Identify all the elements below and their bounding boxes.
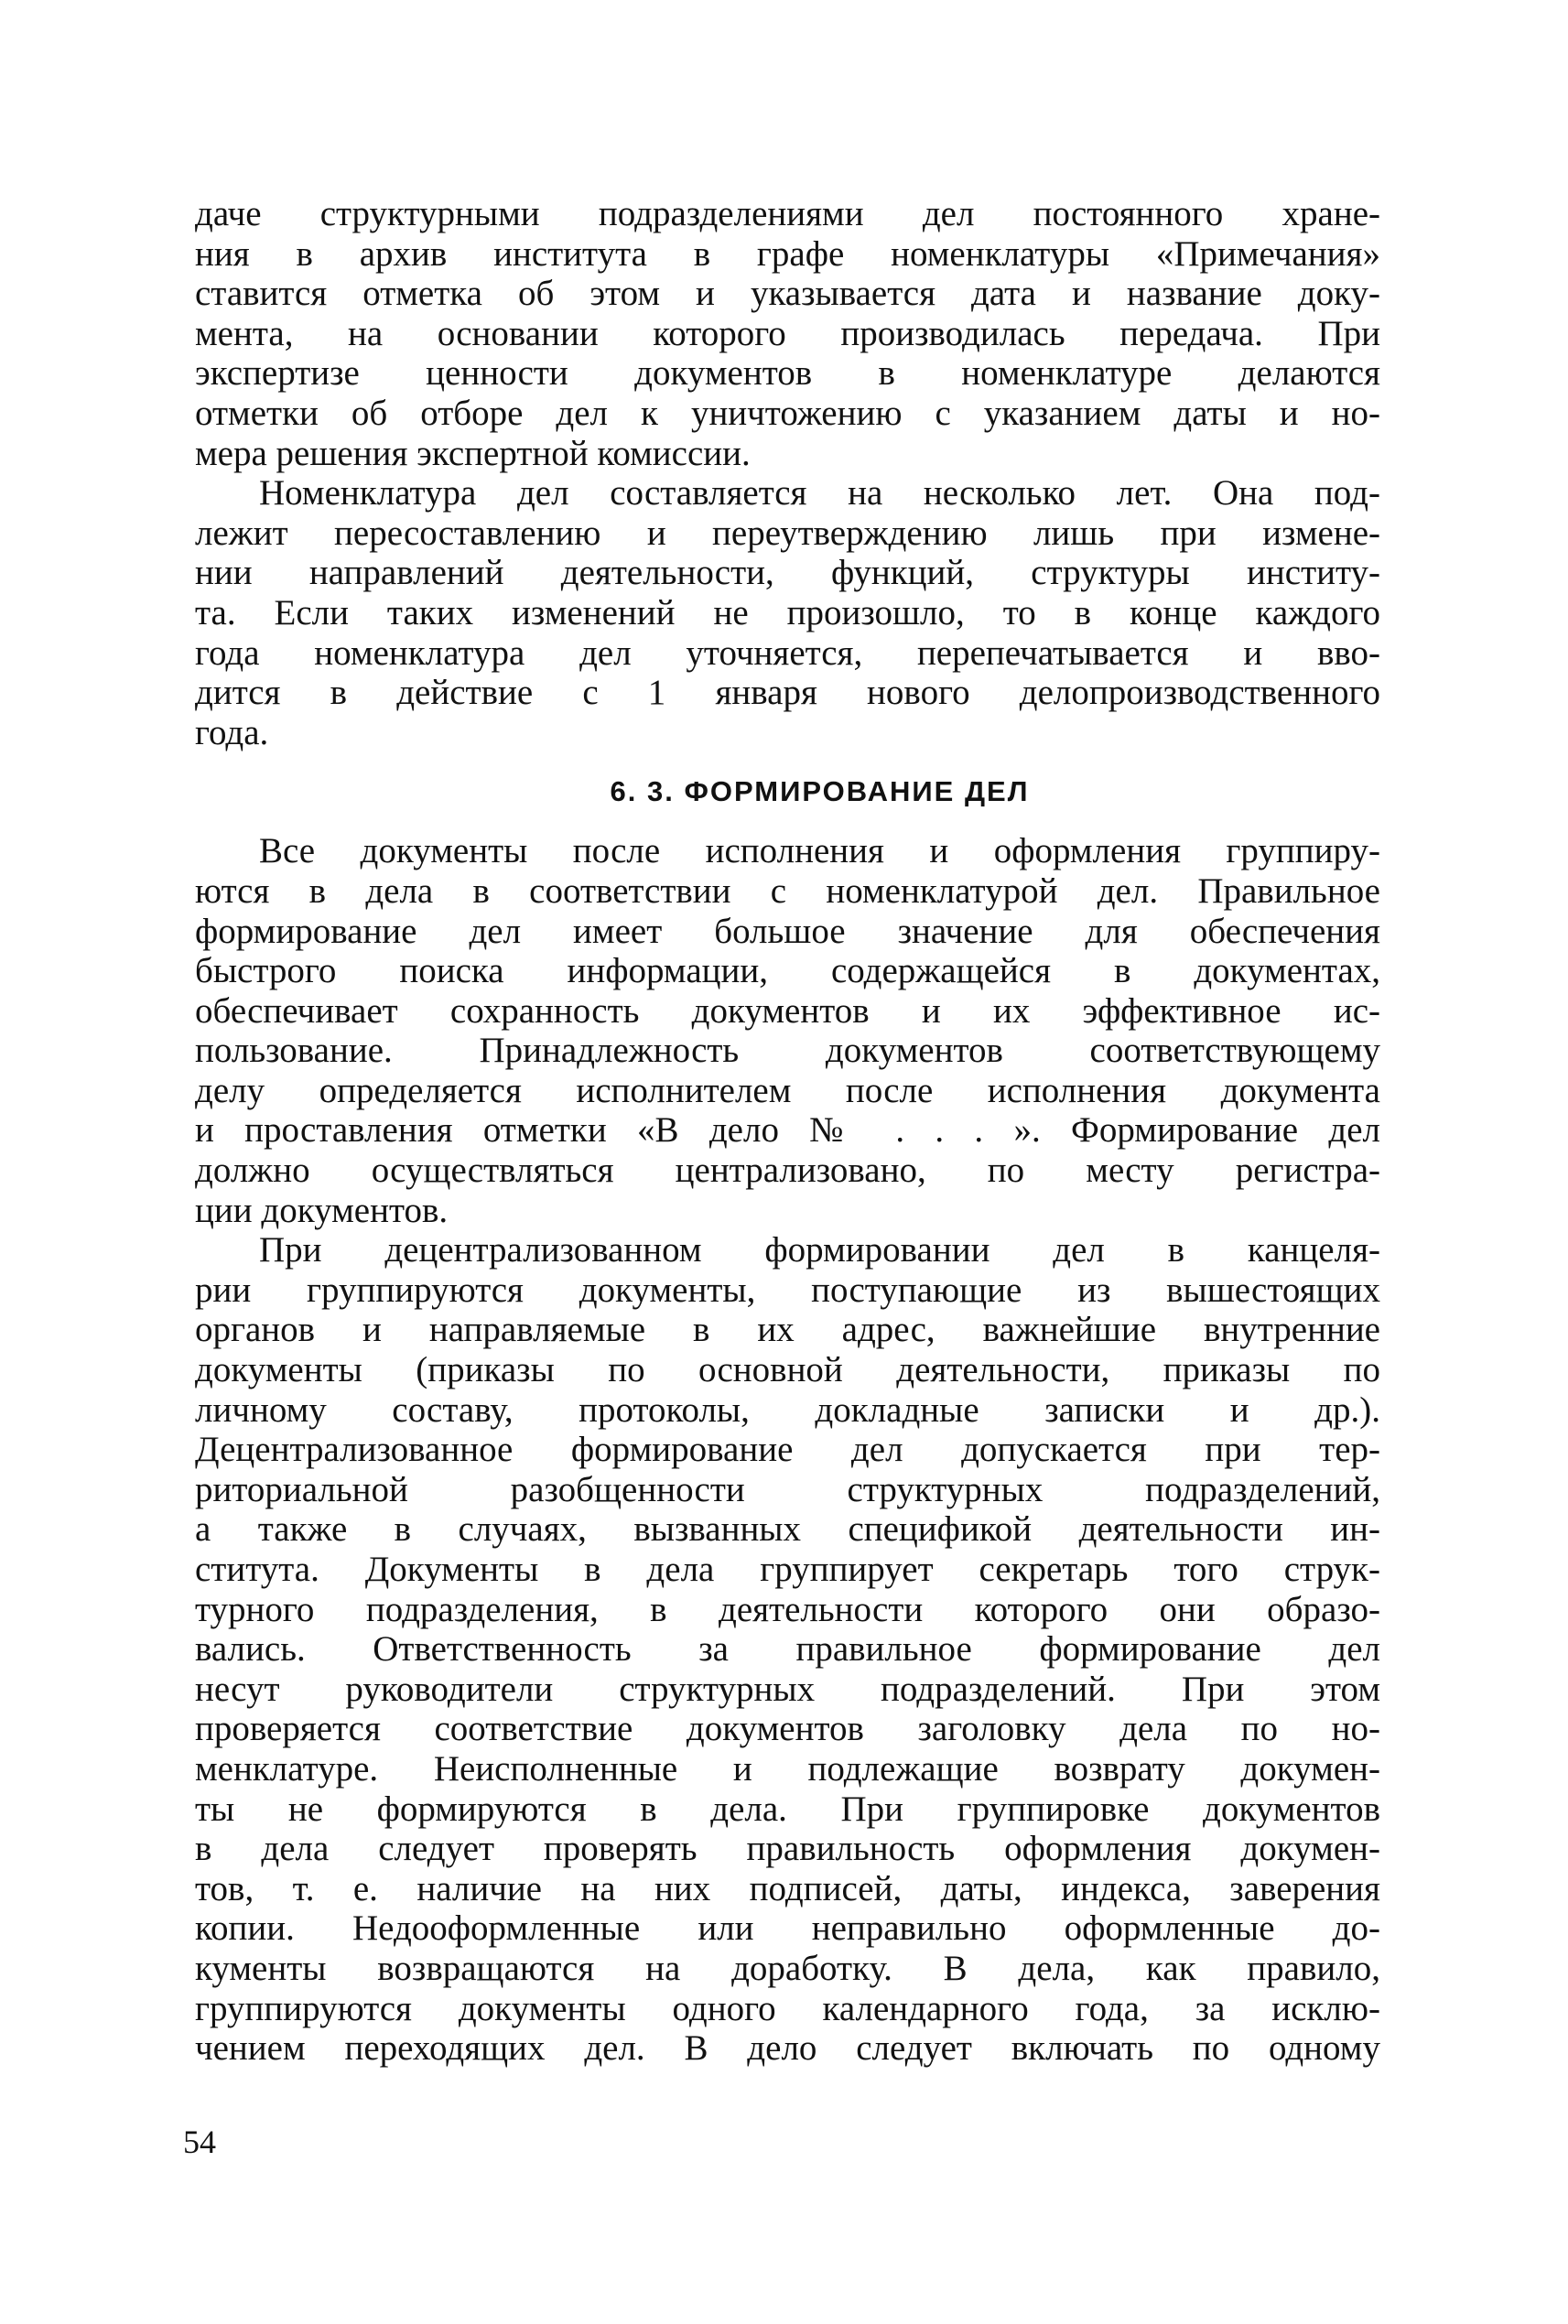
text-line: лежит пересоставлению и переутверждению лишь при измене- [195, 513, 1380, 553]
text-line: должно осуществляться централизовано, по месту регистра- [195, 1151, 1380, 1191]
text-line: года номенклатура дел уточняется, перепечатывается и вво- [195, 632, 1380, 673]
text-line: обеспечивает сохранность документов и их эффективное ис- [195, 990, 1380, 1031]
text-line: кументы возвращаются на доработку. В дела, как правило, [195, 1948, 1380, 1988]
text-line: та. Если таких изменений не произошло, то в конце каждого [195, 592, 1380, 632]
text-line: отметки об отборе дел к уничтожению с указанием даты и но- [195, 393, 1380, 433]
text-line: экспертизе ценности документов в номенклатуре делаются [195, 353, 1380, 394]
text-line: риториальной разобщенности структурных подразделений, [195, 1469, 1380, 1509]
text-line: При децентрализованном формировании дел в канцеля- [259, 1230, 1380, 1270]
text-line: группируются документы одного календарного года, за исклю- [195, 1988, 1380, 2028]
text-line: ния в архив института в графе номенклатуры «Примечания» [195, 233, 1380, 274]
paragraph-3 [195, 831, 1380, 1230]
text-line: даче структурными подразделениями дел постоянного хране- [195, 194, 1380, 233]
text-line: мера решения экспертной комиссии. [195, 433, 751, 473]
text-line: Номенклатура дел составляется на несколько лет. Она под- [259, 473, 1380, 513]
text-line: ции документов. [195, 1190, 449, 1230]
text-line: турного подразделения, в деятельности которого они образо- [195, 1589, 1380, 1629]
text-line: дится в действие с 1 января нового делопроизводственного [195, 673, 1380, 713]
text-line: несут руководители структурных подразделений. При этом [195, 1669, 1380, 1709]
text-line: Все документы после исполнения и оформления группиру- [259, 831, 1380, 871]
text-line: ститута. Документы в дела группирует секретарь того струк- [195, 1550, 1380, 1589]
text-line: тов, т. е. наличие на них подписей, даты, индекса, заверения [195, 1868, 1380, 1908]
paragraph-2 [195, 473, 1380, 752]
paragraph-1 [195, 194, 1380, 473]
text-line: пользование. Принадлежность документов соответствующему [195, 1031, 1380, 1071]
text-line: мента, на основании которого производилась передача. При [195, 313, 1380, 353]
text-line: копии. Недооформленные или неправильно оформленные до- [195, 1908, 1380, 1949]
text-line: чением переходящих дел. В дело следует включать по одному [195, 2028, 1380, 2069]
text-line: а также в случаях, вызванных спецификой деятельности ин- [195, 1509, 1380, 1550]
text-line: в дела следует проверять правильность оформления докумен- [195, 1829, 1380, 1869]
text-line: органов и направляемые в их адрес, важнейшие внутренние [195, 1310, 1380, 1350]
text-line: ты не формируются в дела. При группировке документов [195, 1789, 1380, 1829]
text-line: нии направлений деятельности, функций, структуры институ- [195, 553, 1380, 593]
text-line: вались. Ответственность за правильное формирование дел [195, 1629, 1380, 1670]
text-line: рии группируются документы, поступающие из вышестоящих [195, 1270, 1380, 1310]
page-body [195, 194, 1380, 2069]
text-line: ются в дела в соответствии с номенклатурой дел. Правильное [195, 870, 1380, 911]
text-line: ставится отметка об этом и указывается дата и название доку- [195, 274, 1380, 314]
page-number: 54 [183, 2124, 216, 2160]
text-line: года. [195, 712, 269, 752]
text-line: проверяется соответствие документов заголовку дела по но- [195, 1709, 1380, 1749]
text-line: личному составу, протоколы, докладные записки и др.). [195, 1389, 1380, 1430]
text-line: документы (приказы по основной деятельности, приказы по [195, 1350, 1380, 1390]
text-line: Децентрализованное формирование дел допускается при тер- [195, 1430, 1380, 1470]
text-line: менклатуре. Неисполненные и подлежащие возврату докумен- [195, 1748, 1380, 1789]
text-line: и проставления отметки «В дело № . . . ». Формирование дел [195, 1110, 1380, 1151]
section-heading: 6. 3. ФОРМИРОВАНИЕ ДЕЛ [610, 775, 1030, 808]
text-line: формирование дел имеет большое значение для обеспечения [195, 911, 1380, 951]
paragraph-4 [195, 1230, 1380, 2068]
text-line: быстрого поиска информации, содержащейся в документах, [195, 951, 1380, 991]
text-line: делу определяется исполнителем после исполнения документа [195, 1070, 1380, 1110]
